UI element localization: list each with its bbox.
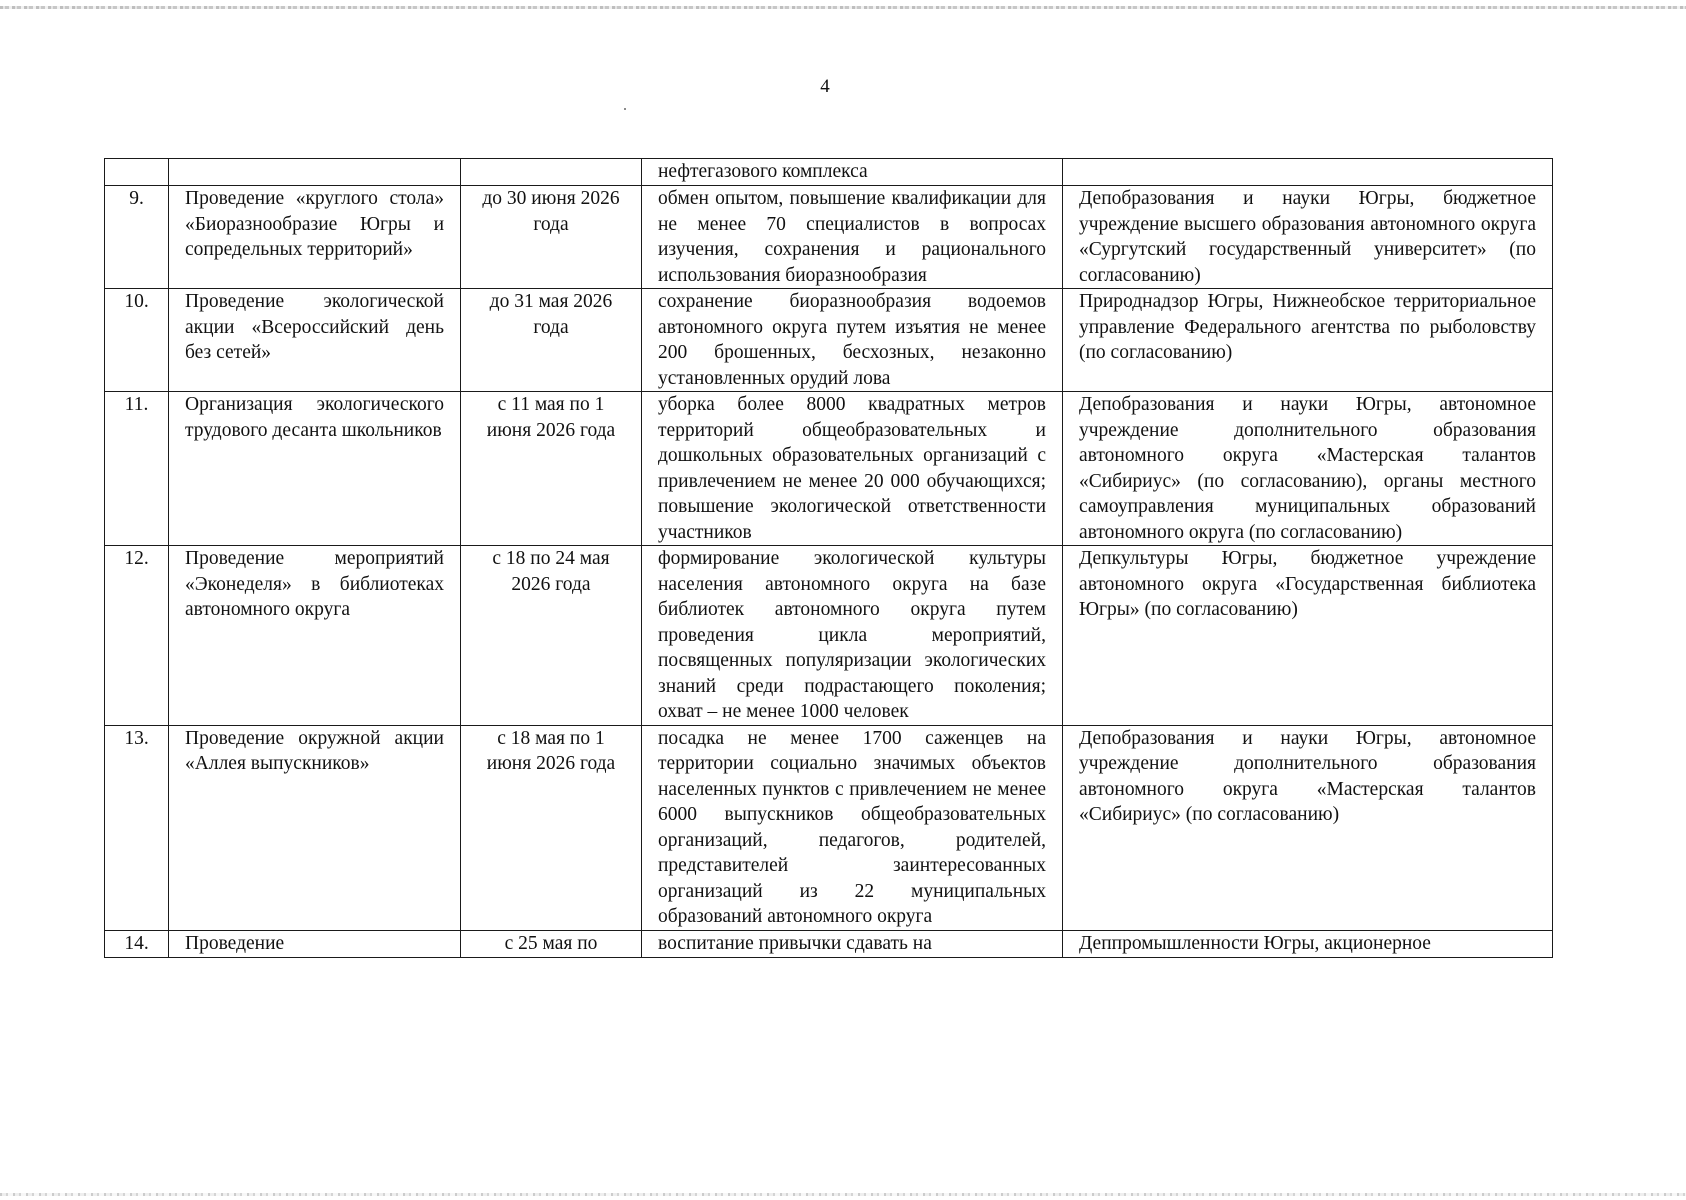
scan-edge-bottom [0,1193,1686,1196]
result-cell: обмен опытом, повышение квалификации для не менее 70 специалистов в вопросах изучения, сохранения и рационального использования биоразнообразия [642,186,1063,289]
date-cell: до 30 июня 2026 года [461,186,642,289]
date-cell: с 18 мая по 1 июня 2026 года [461,725,642,930]
responsible-cell: Депобразования и науки Югры, автономное учреждение дополнительного образования автономного округа «Мастерская талантов «Сибириус» (по согласованию) [1063,725,1553,930]
event-cell: Проведение мероприятий «Эконеделя» в библиотеках автономного округа [169,546,461,726]
page-number: 4 [820,76,830,97]
table-row [105,725,1553,930]
date-cell: с 11 мая по 1 июня 2026 года [461,392,642,546]
table-row [105,289,1553,392]
responsible-cell [1063,159,1553,186]
row-number: 13. [105,725,169,930]
responsible-cell: Природнадзор Югры, Нижнеобское территориальное управление Федерального агентства по рыболовству (по согласованию) [1063,289,1553,392]
event-cell: Проведение окружной акции «Аллея выпускников» [169,725,461,930]
responsible-cell: Депобразования и науки Югры, бюджетное учреждение высшего образования автономного округа «Сургутский государственный университет» (по согласованию) [1063,186,1553,289]
row-number: 11. [105,392,169,546]
result-cell: нефтегазового комплекса [642,159,1063,186]
table-row [105,186,1553,289]
event-cell: Проведение «круглого стола» «Биоразнообразие Югры и сопредельных территорий» [169,186,461,289]
responsible-cell: Депобразования и науки Югры, автономное учреждение дополнительного образования автономного округа «Мастерская талантов «Сибириус» (по согласованию), органы местного самоуправления муниципальных образований автономного округа (по согласованию) [1063,392,1553,546]
row-number: 12. [105,546,169,726]
event-cell [169,159,461,186]
row-number: 14. [105,930,169,957]
row-number [105,159,169,186]
date-cell [461,159,642,186]
event-cell: Организация экологического трудового десанта школьников [169,392,461,546]
date-cell: с 18 по 24 мая 2026 года [461,546,642,726]
measures-table [104,158,1553,958]
result-cell: воспитание привычки сдавать на [642,930,1063,957]
row-number: 10. [105,289,169,392]
row-number: 9. [105,186,169,289]
result-cell: посадка не менее 1700 саженцев на территории социально значимых объектов населенных пунктов с привлечением не менее 6000 выпускников общеобразовательных организаций, педагогов, родителей, представителей заинтересованных организаций из 22 муниципальных образований автономного округа [642,725,1063,930]
date-cell: до 31 мая 2026 года [461,289,642,392]
responsible-cell: Деппромышленности Югры, акционерное [1063,930,1553,957]
table-row [105,392,1553,546]
scan-edge-top [0,6,1686,9]
date-cell: с 25 мая по [461,930,642,957]
responsible-cell: Депкультуры Югры, бюджетное учреждение автономного округа «Государственная библиотека Югры» (по согласованию) [1063,546,1553,726]
table-row [105,159,1553,186]
event-cell: Проведение [169,930,461,957]
result-cell: уборка более 8000 квадратных метров территорий общеобразовательных и дошкольных образовательных организаций с привлечением не менее 20 000 обучающихся; повышение экологической ответственности участников [642,392,1063,546]
table-row [105,930,1553,957]
result-cell: формирование экологической культуры населения автономного округа на базе библиотек автономного округа путем проведения цикла мероприятий, посвященных популяризации экологических знаний среди подрастающего поколения; охват – не менее 1000 человек [642,546,1063,726]
event-cell: Проведение экологической акции «Всероссийский день без сетей» [169,289,461,392]
result-cell: сохранение биоразнообразия водоемов автономного округа путем изъятия не менее 200 брошенных, бесхозных, незаконно установленных орудий лова [642,289,1063,392]
scan-speck [624,108,626,110]
table-row [105,546,1553,726]
